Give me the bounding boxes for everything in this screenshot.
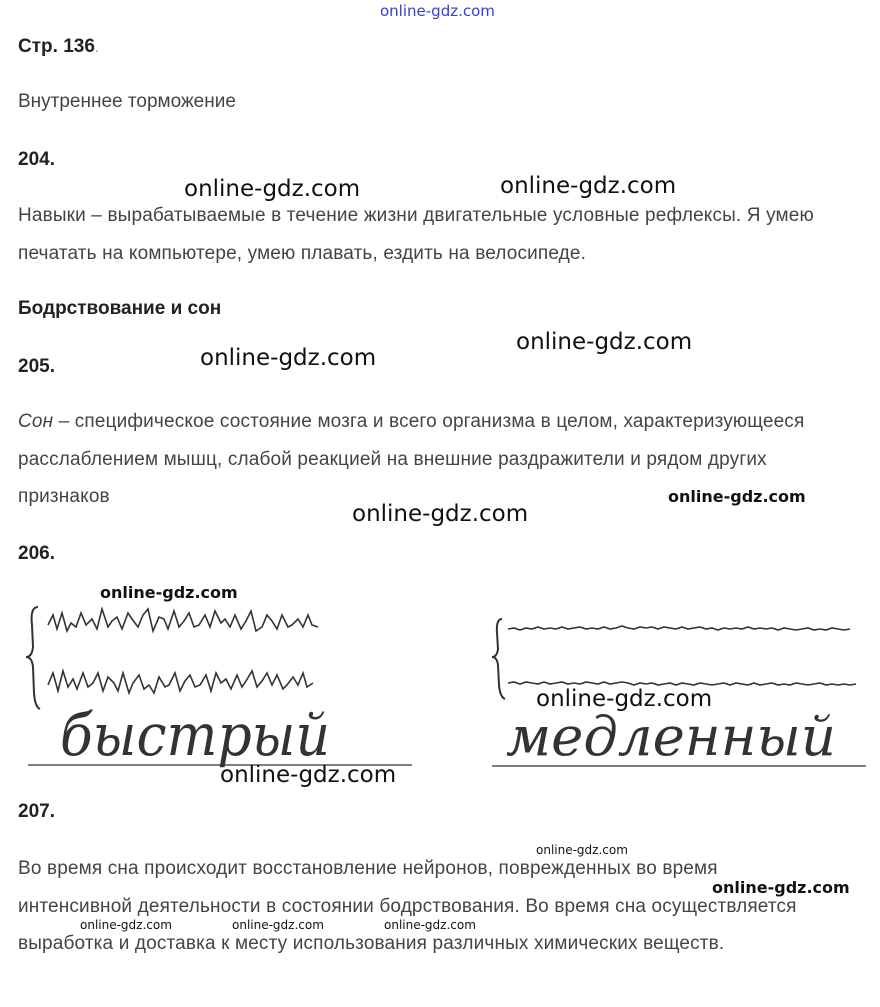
watermark: online-gdz.com (184, 176, 361, 202)
label-slow-sleep: медленный (506, 705, 836, 768)
question-number-206: 206. (18, 543, 55, 564)
watermark: online-gdz.com (668, 487, 806, 506)
watermark: online-gdz.com (536, 843, 628, 857)
question-number-205: 205. (18, 356, 55, 377)
label-fast-sleep: быстрый (60, 701, 330, 769)
watermark: online-gdz.com (516, 329, 693, 355)
watermark: online-gdz.com (220, 762, 397, 788)
question-number-204: 204. (18, 149, 55, 170)
answer-207: Во время сна происходит восстановление нейронов, поврежденных во время интенсивной деятельности в состоянии бодрствования. Во время сна осуществляется выработка и доставка к месту использования различных химических веществ. (18, 858, 797, 954)
slow-sleep-wave-1 (508, 626, 850, 630)
left-brace (26, 607, 40, 709)
question-number-207: 207. (18, 801, 55, 822)
header-watermark: online-gdz.com (380, 2, 495, 20)
slow-sleep-wave-2 (508, 682, 856, 685)
watermark: online-gdz.com (500, 173, 677, 199)
watermark: online-gdz.com (536, 686, 713, 712)
watermark: online-gdz.com (384, 918, 476, 932)
sleep-eeg-figure (20, 595, 870, 775)
watermark: online-gdz.com (352, 501, 529, 527)
watermark: online-gdz.com (200, 345, 377, 371)
watermark: online-gdz.com (100, 583, 238, 602)
fast-sleep-wave-1 (48, 609, 318, 631)
right-brace (492, 619, 505, 699)
watermark: online-gdz.com (232, 918, 324, 932)
topic-title: Внутреннее торможение (18, 91, 236, 112)
page-reference-dot: . (94, 39, 99, 55)
answer-205-text: – специфическое состояние мозга и всего организма в целом, характеризующееся расслаблением мышц, слабой реакцией на внешние раздражители и рядом других признаков (18, 411, 805, 507)
watermark: online-gdz.com (712, 878, 850, 897)
watermark: online-gdz.com (80, 918, 172, 932)
section-title: Бодрствование и сон (18, 298, 222, 319)
page-reference (18, 36, 99, 58)
page-reference-text: Стр. 136 (18, 36, 95, 57)
term-son: Сон (18, 411, 54, 432)
fast-sleep-wave-2 (48, 671, 313, 693)
answer-204: Навыки – вырабатываемые в течение жизни двигательные условные рефлексы. Я умею печатать на компьютере, умею плавать, ездить на велосипеде. (18, 205, 814, 264)
